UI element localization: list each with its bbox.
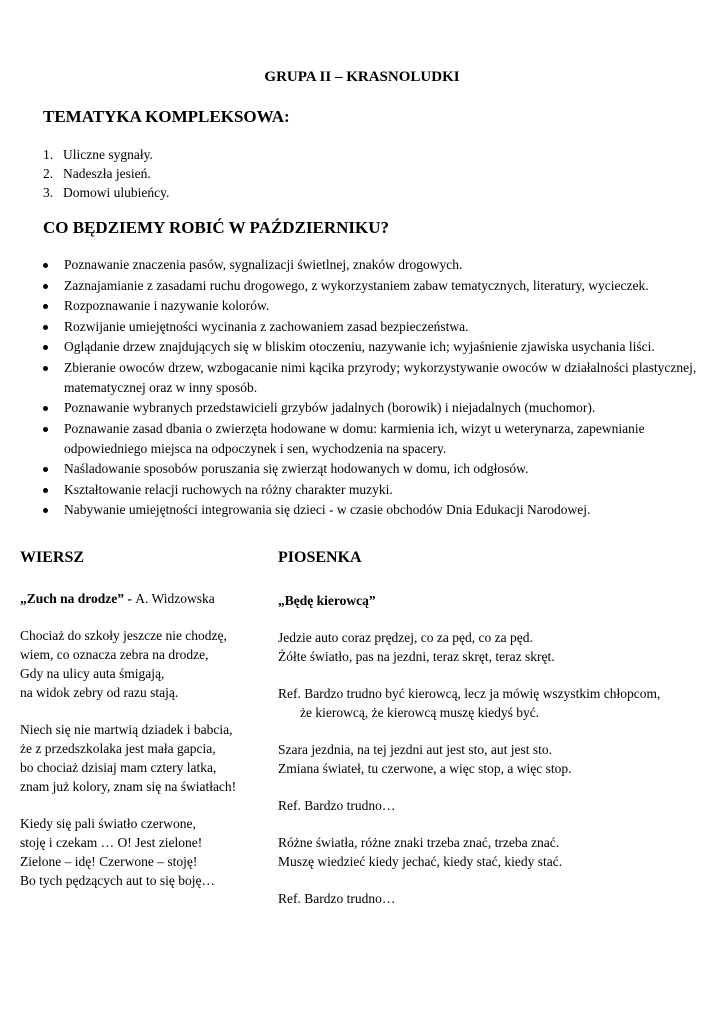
bullet-icon <box>43 488 48 493</box>
poem-stanza <box>20 626 270 702</box>
bullet-icon <box>43 304 48 309</box>
poem-line: wiem, co oznacza zebra na drodze, <box>20 647 209 662</box>
themes-list <box>43 145 169 202</box>
list-item-text: Domowi ulubieńcy. <box>63 185 170 200</box>
tematyka-heading: TEMATYKA KOMPLEKSOWA: <box>43 107 290 126</box>
song-line: Ref. Bardzo trudno… <box>278 891 396 906</box>
list-item-text: Rozpoznawanie i nazywanie kolorów. <box>64 298 270 313</box>
poem-author: A. Widzowska <box>135 591 215 606</box>
plan-heading: CO BĘDZIEMY ROBIĆ W PAŹDZIERNIKU? <box>43 218 390 237</box>
list-item-text: Poznawanie zasad dbania o zwierzęta hodowane w domu: karmienia ich, wizyt u weterynarza, zapewnianie odpowiedniego miejsca na odpoczynek i sen, wychodzenia na spacery. <box>64 420 645 456</box>
list-item-text: Poznawanie wybranych przedstawicieli grzybów jadalnych (borowik) i niejadalnych (muchomor). <box>64 400 596 415</box>
song-line: Żółte światło, pas na jezdni, teraz skręt, teraz skręt. <box>278 649 555 664</box>
poem-line: Chociaż do szkoły jeszcze nie chodzę, <box>20 628 227 643</box>
poem-line: że z przedszkolaka jest mała gapcia, <box>20 741 216 756</box>
bullet-icon <box>43 284 48 289</box>
list-item <box>43 317 713 337</box>
song-line: Ref. Bardzo trudno… <box>278 798 396 813</box>
song-stanza <box>278 628 718 666</box>
song-title: „Będę kierowcą” <box>278 593 376 608</box>
bullet-icon <box>43 427 48 432</box>
list-item <box>43 398 713 418</box>
wiersz-heading: WIERSZ <box>20 549 85 566</box>
poem-line: Bo tych pędzących aut to się boję… <box>20 873 215 888</box>
poem-line: znam już kolory, znam się na światłach! <box>20 779 237 794</box>
list-item <box>43 337 713 357</box>
song-column <box>278 589 718 926</box>
activities-list <box>43 255 713 521</box>
bullet-icon <box>43 325 48 330</box>
list-item-text: Oglądanie drzew znajdujących się w bliskim otoczeniu, nazywanie ich; wyjaśnienie zjawiska usychania liści. <box>64 339 655 354</box>
song-line: że kierowcą, że kierowcą muszę kiedyś być. <box>300 705 540 720</box>
list-item-text: Nadeszła jesień. <box>63 166 151 181</box>
list-item <box>43 419 713 459</box>
song-refrain <box>278 796 718 815</box>
song-refrain <box>278 889 718 908</box>
page-title: GRUPA II – KRASNOLUDKI <box>264 69 460 85</box>
list-item-text: Zaznajamianie z zasadami ruchu drogowego, z wykorzystaniem zabaw tematycznych, literatury, wycieczek. <box>64 277 649 293</box>
poem-line: Niech się nie martwią dziadek i babcia, <box>20 722 233 737</box>
poem-line: bo chociaż dzisiaj mam cztery latka, <box>20 760 217 775</box>
poem-stanza <box>20 720 270 796</box>
list-item-text: Nabywanie umiejętności integrowania się dzieci - w czasie obchodów Dnia Edukacji Narodowej. <box>64 502 591 517</box>
song-stanza <box>278 833 718 871</box>
poem-line: na widok zebry od razu stają. <box>20 685 179 700</box>
list-item <box>43 480 713 500</box>
list-number: 3. <box>43 185 54 200</box>
piosenka-heading: PIOSENKA <box>278 549 362 566</box>
list-item-text: Zbieranie owoców drzew, wzbogacanie nimi kącika przyrody; wykorzystywanie owoców w działalności plastycznej, matematycznej oraz w inny sposób. <box>64 359 697 395</box>
poem-line: Gdy na ulicy auta śmigają, <box>20 666 165 681</box>
bullet-icon <box>43 263 48 268</box>
bullet-icon <box>43 467 48 472</box>
list-item <box>43 183 169 202</box>
list-number: 2. <box>43 166 54 181</box>
list-item <box>43 145 169 164</box>
list-item <box>43 500 713 520</box>
bullet-icon <box>43 345 48 350</box>
list-item-text: Poznawanie znaczenia pasów, sygnalizacji świetlnej, znaków drogowych. <box>64 257 463 272</box>
poem-column <box>20 589 270 908</box>
song-line: Różne światła, różne znaki trzeba znać, trzeba znać. <box>278 835 560 850</box>
poem-line: Kiedy się pali światło czerwone, <box>20 816 196 831</box>
list-item <box>43 296 713 316</box>
song-line: Szara jezdnia, na tej jezdni aut jest sto, aut jest sto. <box>278 742 553 757</box>
song-line: Jedzie auto coraz prędzej, co za pęd, co za pęd. <box>278 630 533 645</box>
poem-line: stoję i czekam … O! Jest zielone! <box>20 835 203 850</box>
list-item <box>43 459 713 479</box>
list-number: 1. <box>43 147 54 162</box>
song-refrain <box>278 684 718 722</box>
song-title-line <box>278 591 718 610</box>
song-line: Ref. Bardzo trudno być kierowcą, lecz ja mówię wszystkim chłopcom, <box>278 686 661 701</box>
poem-stanza <box>20 814 270 890</box>
list-item-text: Rozwijanie umiejętności wycinania z zachowaniem zasad bezpieczeństwa. <box>64 318 469 334</box>
list-item-text: Naśladowanie sposobów poruszania się zwierząt hodowanych w domu, ich odgłosów. <box>64 461 529 476</box>
song-line: Muszę wiedzieć kiedy jechać, kiedy stać, kiedy stać. <box>278 854 563 869</box>
song-stanza <box>278 740 718 778</box>
poem-line: Zielone – idę! Czerwone – stoję! <box>20 854 198 869</box>
list-item <box>43 276 713 296</box>
poem-author-separator: - <box>124 591 136 606</box>
list-item <box>43 255 713 275</box>
song-line: Zmiana świateł, tu czerwone, a więc stop, a więc stop. <box>278 761 572 776</box>
bullet-icon <box>43 406 48 411</box>
poem-title: „Zuch na drodze” <box>20 591 125 606</box>
list-item <box>43 164 169 183</box>
list-item <box>43 358 713 398</box>
poem-title-line <box>20 589 270 608</box>
bullet-icon <box>43 508 48 513</box>
bullet-icon <box>43 366 48 371</box>
list-item-text: Uliczne sygnały. <box>63 147 153 162</box>
list-item-text: Kształtowanie relacji ruchowych na różny charakter muzyki. <box>64 481 393 497</box>
